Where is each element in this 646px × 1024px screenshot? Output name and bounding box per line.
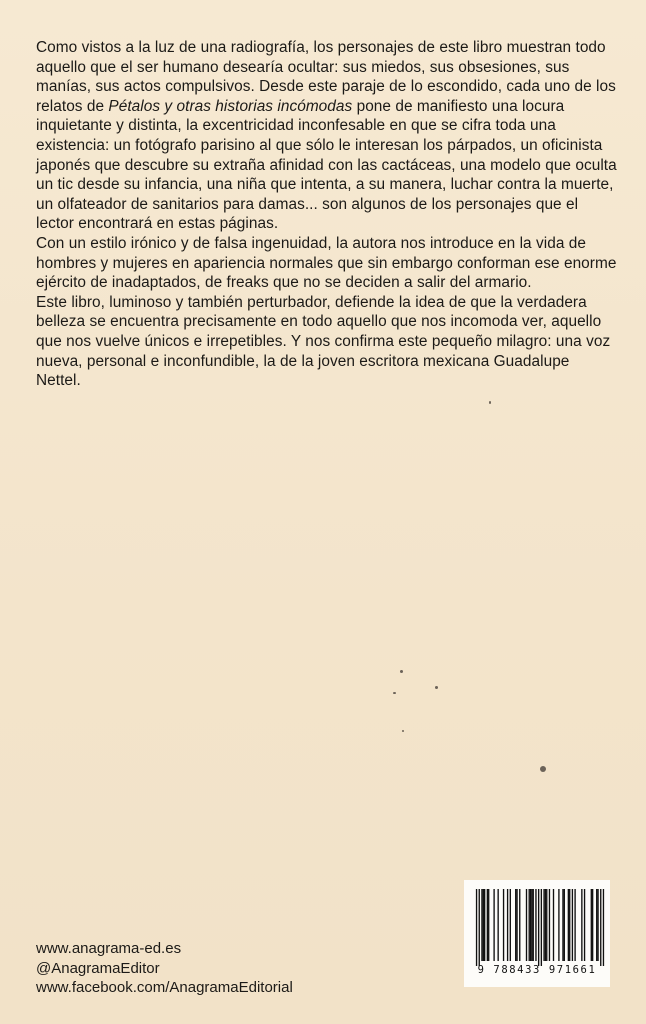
barcode-bar (483, 889, 484, 961)
barcode-bar (603, 889, 604, 966)
barcode-bar (545, 889, 546, 961)
barcode-bar (562, 889, 563, 961)
barcode-bar (549, 889, 550, 961)
book-title: Pétalos y otras historias incómodas (108, 97, 353, 115)
barcode-bar (564, 889, 565, 961)
barcode-bar (591, 889, 592, 961)
website-link[interactable]: www.anagrama-ed.es (36, 940, 182, 957)
barcode-bar (507, 889, 508, 961)
twitter-handle[interactable]: @AnagramaEditor (36, 959, 160, 977)
blurb-paragraph-3: Este libro, luminoso y también perturbador, defiende la idea de que la verdadera belleza se encuentra precisamente en todo aquello que nos incomoda ver, aquello que nos vuelve únicos e irrepetibles. Y nos confirma este pequeño milagro: una voz nueva, personal e inconfundible, la de la joven escritora mexicana Guadalupe Nettel. (36, 293, 611, 390)
barcode-bar (515, 889, 516, 961)
barcode-bars (464, 880, 610, 970)
barcode-bar (581, 889, 582, 961)
isbn-barcode (464, 880, 610, 987)
publisher-contacts (36, 939, 356, 998)
barcode-bar (510, 889, 511, 961)
barcode-bar (558, 889, 559, 961)
barcode-bar (546, 889, 547, 961)
barcode-bar (493, 889, 494, 961)
barcode-bar (597, 889, 598, 961)
blurb-p1-end: pone de manifiesto una locura inquietante y distinta, la excentricidad inconfesable en que se cifra toda una existencia: un fotógrafo parisino al que sólo le interesan los párpados, un oficinista japonés que descubre su extraña afinidad con las cactáceas, una modelo que oculta un tic desde su infancia, una niña que intenta, a su manera, luchar contra la muerte, un olfateador de sanitarios para damas... son algunos de los personajes que el lector encontrará en estas páginas. (36, 97, 617, 233)
barcode-bar (543, 889, 544, 961)
barcode-bar (572, 889, 573, 961)
barcode-bar (574, 889, 575, 961)
blurb-paragraph-2: Con un estilo irónico y de falsa ingenuidad, la autora nos introduce en la vida de hombres y mujeres en apariencia normales que sin embargo conforman ese enorme ejército de inadaptados, de freaks que no se deciden a salir del armario. (36, 234, 617, 292)
barcode-bar (530, 889, 531, 961)
barcode-bar (526, 889, 527, 961)
barcode-bar (484, 889, 485, 961)
barcode-bar (538, 889, 539, 966)
barcode-bar (541, 889, 542, 966)
paper-speck (435, 686, 438, 689)
barcode-bar (479, 889, 480, 966)
barcode-bar (584, 889, 585, 961)
facebook-link[interactable]: www.facebook.com/AnagramaEditorial (36, 979, 293, 997)
barcode-bar (592, 889, 593, 961)
barcode-bar (497, 889, 498, 961)
barcode-bar (533, 889, 534, 961)
barcode-bar (481, 889, 482, 961)
blurb-text (36, 38, 618, 391)
barcode-bar (476, 889, 477, 966)
paper-speck (400, 670, 403, 673)
paper-speck (540, 766, 546, 772)
barcode-bar (535, 889, 536, 961)
barcode-bar (569, 889, 570, 961)
barcode-bar (568, 889, 569, 961)
paper-speck (393, 692, 396, 694)
barcode-bar (503, 889, 504, 961)
barcode-bar (531, 889, 532, 961)
barcode-bar (529, 889, 530, 961)
paper-speck (402, 730, 404, 732)
barcode-bar (488, 889, 489, 961)
barcode-bar (553, 889, 554, 961)
blurb-paragraph-1 (36, 38, 618, 234)
barcode-bar (487, 889, 488, 961)
barcode-bar (596, 889, 597, 961)
barcode-bar (519, 889, 520, 961)
paper-speck (489, 401, 491, 404)
isbn-digits: 9 788433 971661 (477, 964, 597, 976)
barcode-bar (516, 889, 517, 961)
barcode-bar (600, 889, 601, 966)
blurb-p1-start: Como vistos a la luz de una radiografía, los personajes de este libro muestran todo aquello que el ser humano desearía ocultar: sus miedos, sus obsesiones, sus manías, sus actos compulsivos. Desde este paraje de lo escondido, cada uno de los relatos de (36, 39, 616, 115)
